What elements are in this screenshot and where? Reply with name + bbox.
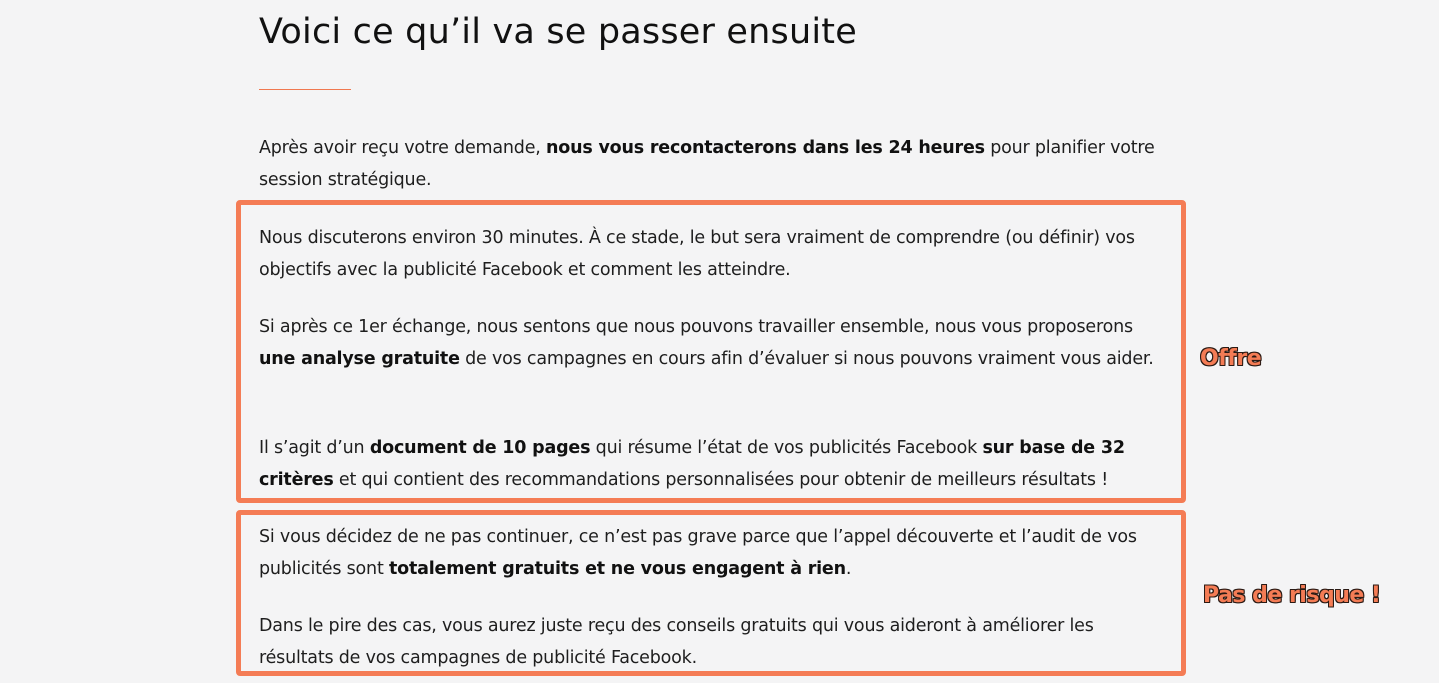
offer-paragraph-1: Nous discuterons environ 30 minutes. À ce stade, le but sera vraiment de comprendre (ou définir) vos objectifs avec la publicité Facebook et comment les atteindre.	[259, 228, 1135, 280]
heading-divider	[259, 89, 351, 90]
risk-annotation: Pas de risque !	[1203, 583, 1381, 608]
intro-text-1: Après avoir reçu votre demande,	[259, 138, 546, 158]
offer-paragraph-2	[259, 311, 1169, 375]
offer-p3-bold-2: sur base de 32 critères	[259, 438, 1125, 490]
offer-p3-text-1: Il s’agit d’un	[259, 438, 370, 458]
offer-p3-bold-1: document de 10 pages	[369, 438, 591, 458]
intro-paragraph	[259, 132, 1169, 196]
offer-p2-bold-1: une analyse gratuite	[259, 349, 460, 369]
offer-p2-text-2: de vos campagnes en cours afin d’évaluer si nous pouvons vraiment vous aider.	[459, 349, 1154, 369]
risk-paragraph-2: Dans le pire des cas, vous aurez juste reçu des conseils gratuits qui vous aideront à améliorer les résultats de vos campagnes de publicité Facebook.	[259, 616, 1094, 668]
offer-p3-text-3: et qui contient des recommandations personnalisées pour obtenir de meilleurs résultats !	[333, 470, 1109, 490]
risk-paragraph-1	[259, 521, 1169, 585]
intro-text-2: pour planifier votre session stratégique.	[259, 138, 1155, 190]
offer-p3-text-2: qui résume l’état de vos publicités Facebook	[590, 438, 983, 458]
intro-bold-1: nous vous recontacterons dans les 24 heures	[546, 138, 985, 158]
risk-p1-text-1: Si vous décidez de ne pas continuer, ce n’est pas grave parce que l’appel découverte et l’audit de vos publicités sont	[259, 527, 1137, 579]
page-heading: Voici ce qu’il va se passer ensuite	[259, 12, 857, 52]
offer-paragraph-3	[259, 432, 1169, 496]
risk-p1-bold-1: totalement gratuits et ne vous engagent à rien	[388, 559, 846, 579]
risk-p1-text-2: .	[845, 559, 852, 579]
offer-p2-text-1: Si après ce 1er échange, nous sentons que nous pouvons travailler ensemble, nous vous proposerons	[259, 317, 1133, 337]
offer-annotation: Offre	[1200, 346, 1262, 371]
